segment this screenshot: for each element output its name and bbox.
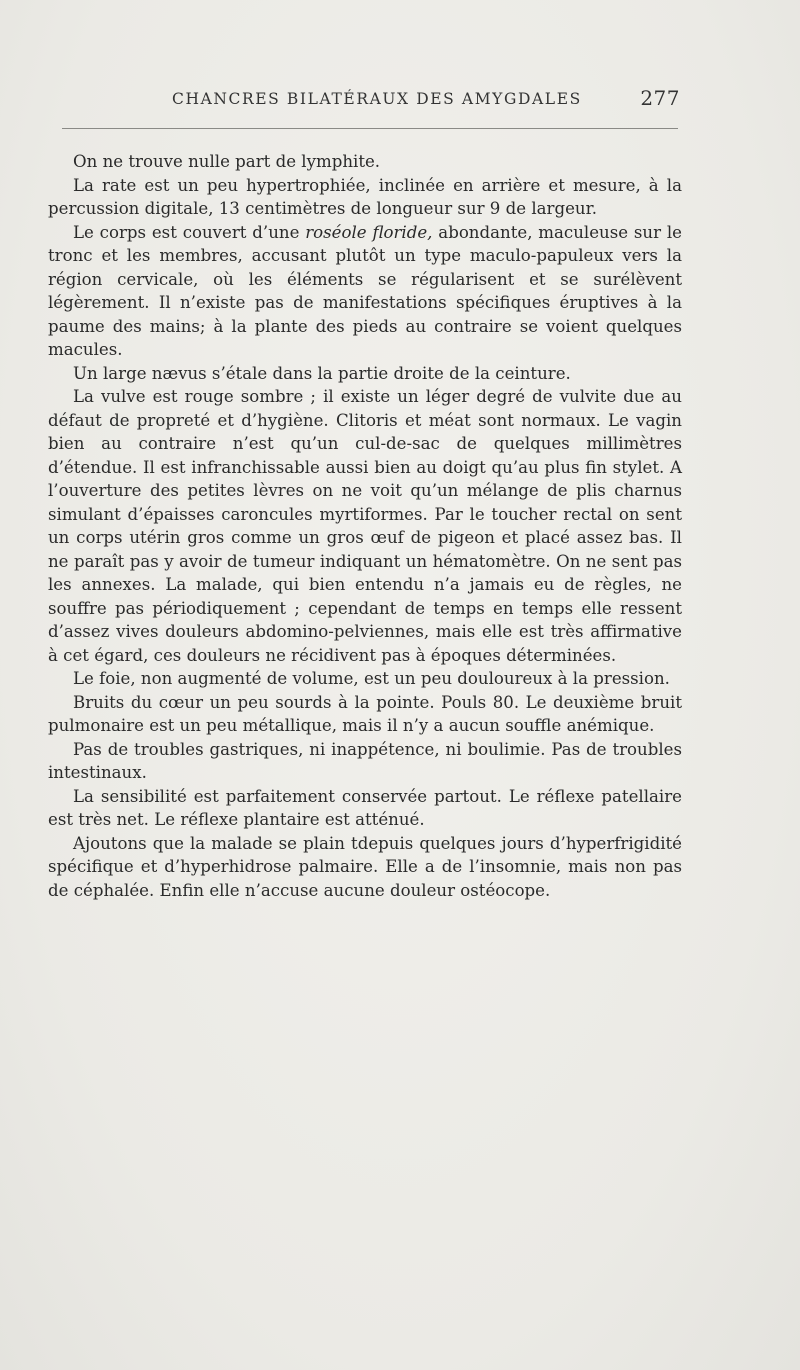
paragraph-rate: La rate est un peu hypertrophiée, inclinée en arrière et mesure, à la percussion digitale, 13 centimètres de longueur sur 9 de largeur.	[48, 175, 682, 218]
paragraph-roseole-before: Le corps est couvert d’une	[73, 222, 306, 242]
paragraph-roseole-italic: roséole floride,	[305, 222, 433, 242]
paragraph-coeur: Bruits du cœur un peu sourds à la pointe. Pouls 80. Le deuxième bruit pulmonaire est un peu métallique, mais il n’y a aucun souffle anémique.	[48, 692, 682, 735]
page-header	[60, 86, 680, 116]
paragraph-troubles: Pas de troubles gastriques, ni inappétence, ni boulimie. Pas de troubles intestinaux.	[48, 739, 682, 782]
paragraph-lymphite: On ne trouve nulle part de lymphite.	[73, 152, 381, 171]
paragraph-foie: Le foie, non augmenté de volume, est un peu douloureux à la pression.	[73, 669, 670, 688]
header-rule	[62, 128, 678, 129]
page-number: 277	[640, 86, 680, 110]
paragraph-naevus: Un large nævus s’étale dans la partie droite de la ceinture.	[73, 363, 571, 383]
paragraph-roseole-after: abondante, maculeuse sur le tronc et les membres, accusant plutôt un type maculo-papuleux vers la région cervicale, où les éléments se régularisent et se surélèvent légèrement. Il n’existe pas de manifestations spécifiques éruptives à la paume des mains; à la plante des pieds au contraire se voient quelques macules.	[48, 222, 682, 359]
paragraph-ajoutons: Ajoutons que la malade se plain tdepuis quelques jours d’hyperfrigidité spécifique et d’hyperhidrose palmaire. Elle a de l’insomnie, mais non pas de céphalée. Enfin elle n’accuse aucune douleur ostéocope.	[48, 833, 682, 900]
paragraph-vulve: La vulve est rouge sombre ; il existe un léger degré de vulvite due au défaut de propreté et d’hygiène. Clitoris et méat sont normaux. Le vagin bien au contraire n’est qu’un cul-de-sac de quelques millimètres d’étendue. Il est infranchissable aussi bien au doigt qu’au plus fin stylet. A l’ouverture des petites lèvres on ne voit qu’un mélange de plis charnus simulant d’épaisses caroncules myrtiformes. Par le toucher rectal on sent un corps utérin gros comme un gros œuf de pigeon et placé assez bas. Il ne paraît pas y avoir de tumeur indiquant un hématomètre. On ne sent pas les annexes. La malade, qui bien entendu n’a jamais eu de règles, ne souffre pas périodiquement ; cependant de temps en temps elle ressent d’assez vives douleurs abdomino-pelviennes, mais elle est très affirmative à cet égard, ces douleurs ne récidivent pas à époques déterminées.	[48, 387, 682, 665]
body-text	[48, 150, 682, 902]
paragraph-sensibilite: La sensibilité est parfaitement conservée partout. Le réflexe patellaire est très net. Le réflexe plantaire est atténué.	[48, 786, 682, 829]
paragraph-roseole	[48, 221, 682, 362]
running-title: CHANCRES BILATÉRAUX DES AMYGDALES	[172, 90, 582, 108]
